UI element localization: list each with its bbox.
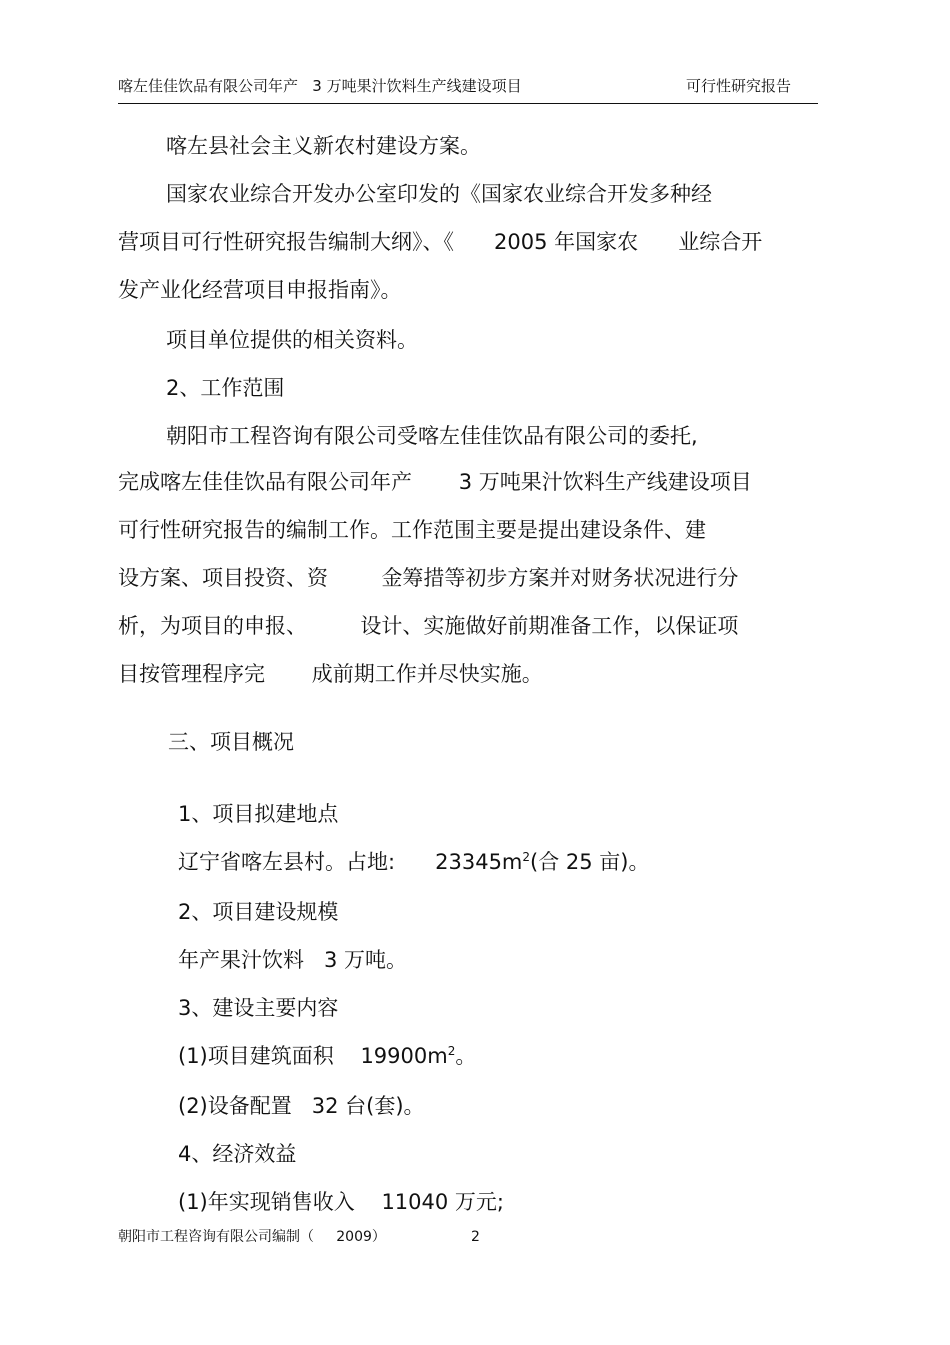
item-title: 3、建设主要内容 xyxy=(178,996,339,1020)
superscript: 2 xyxy=(522,850,531,864)
section-title: 三、项目概况 xyxy=(168,730,294,754)
body-line: 国家农业综合开发办公室印发的《国家农业综合开发多种经 xyxy=(166,182,712,206)
equipment-line: (2)设备配置 32 台(套)。 xyxy=(178,1094,425,1118)
body-line: 完成喀左佳佳饮品有限公司年产 3 万吨果汁饮料生产线建设项目 xyxy=(118,470,752,494)
item-title: 1、项目拟建地点 xyxy=(178,802,339,826)
body-line: 喀左县社会主义新农村建设方案。 xyxy=(166,134,481,158)
page-header xyxy=(118,76,818,100)
item-title: 4、经济效益 xyxy=(178,1142,297,1166)
building-area-text-tail: 。 xyxy=(455,1044,477,1068)
site-area-text: 辽宁省喀左县村。占地: 23345m xyxy=(178,850,523,874)
body-line: 营项目可行性研究报告编制大纲》、《 2005 年国家农 业综合开 xyxy=(118,230,763,254)
body-line: 发产业化经营项目申报指南》。 xyxy=(118,278,402,302)
header-project-title: 喀左佳佳饮品有限公司年产 3 万吨果汁饮料生产线建设项目 xyxy=(118,77,522,95)
body-line: 朝阳市工程咨询有限公司受喀左佳佳饮品有限公司的委托, xyxy=(166,424,698,448)
item-title: 2、项目建设规模 xyxy=(178,900,339,924)
body-line: 项目单位提供的相关资料。 xyxy=(166,328,418,352)
building-area-text: (1)项目建筑面积 19900m xyxy=(178,1044,448,1068)
body-line: 析，为项目的申报、 设计、实施做好前期准备工作，以保证项 xyxy=(118,614,739,638)
body-line: 目按管理程序完 成前期工作并尽快实施。 xyxy=(118,662,543,686)
body-line: 2、工作范围 xyxy=(166,376,285,400)
revenue-line: (1)年实现销售收入 11040 万元; xyxy=(178,1190,505,1214)
superscript: 2 xyxy=(447,1044,456,1058)
page-number: 2 xyxy=(471,1229,480,1245)
scale-line: 年产果汁饮料 3 万吨。 xyxy=(178,948,408,972)
header-report-type: 可行性研究报告 xyxy=(686,77,792,95)
body-line: 设方案、项目投资、资 金筹措等初步方案并对财务状况进行分 xyxy=(118,566,739,590)
building-area-line xyxy=(178,1042,476,1070)
header-divider xyxy=(118,103,818,104)
footer-publisher: 朝阳市工程咨询有限公司编制（ 2009） xyxy=(118,1229,386,1245)
site-area-line xyxy=(178,848,650,876)
site-area-text-tail: (合 25 亩)。 xyxy=(530,850,650,874)
body-line: 可行性研究报告的编制工作。工作范围主要是提出建设条件、建 xyxy=(118,518,706,542)
